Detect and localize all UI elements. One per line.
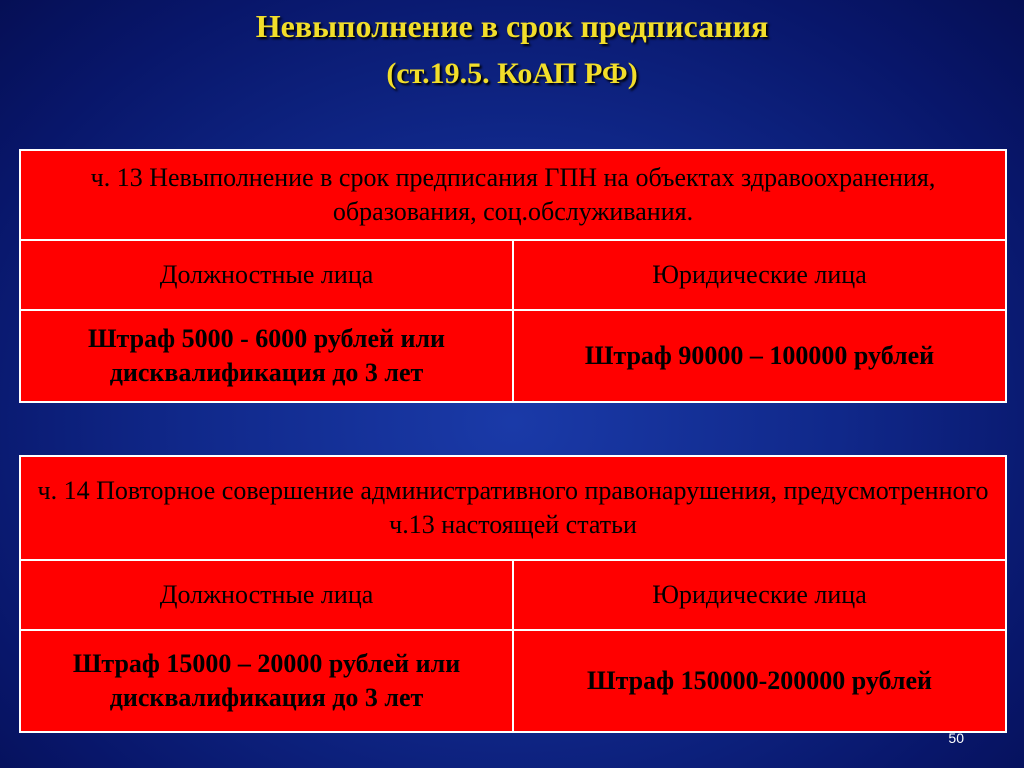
fine-officials: Штраф 5000 - 6000 рублей или дисквалификация до 3 лет	[20, 310, 513, 402]
fine-legal-entities: Штраф 90000 – 100000 рублей	[513, 310, 1006, 402]
slide-title	[0, 6, 1024, 94]
fine-legal-entities: Штраф 150000-200000 рублей	[513, 630, 1006, 732]
table-header-part-14: ч. 14 Повторное совершение административного правонарушения, предусмотренного ч.13 настоящей статьи	[20, 456, 1006, 560]
fine-officials: Штраф 15000 – 20000 рублей или дисквалификация до 3 лет	[20, 630, 513, 732]
column-label-officials: Должностные лица	[20, 560, 513, 630]
title-main: Невыполнение в срок предписания	[255, 8, 769, 44]
column-label-officials: Должностные лица	[20, 240, 513, 310]
page-number: 50	[948, 730, 964, 746]
fines-table-part-13	[19, 149, 1007, 403]
column-label-legal-entities: Юридические лица	[513, 240, 1006, 310]
title-subtitle: (ст.19.5. КоАП РФ)	[386, 57, 638, 90]
column-label-legal-entities: Юридические лица	[513, 560, 1006, 630]
table-header-part-13: ч. 13 Невыполнение в срок предписания ГПН на объектах здравоохранения, образования, соц.обслуживания.	[20, 150, 1006, 240]
fines-table-part-14	[19, 455, 1007, 733]
